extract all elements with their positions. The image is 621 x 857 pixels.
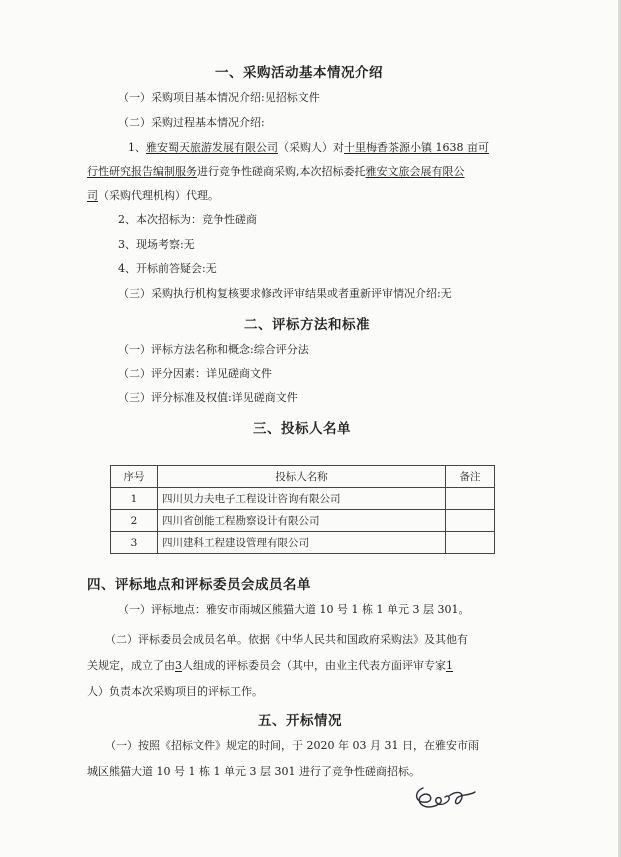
- agency-name-part-1: 雅安文旅会展有限公: [365, 165, 465, 178]
- sec1-para-1-line-3: [87, 188, 219, 204]
- committee-text-b: 人组成的评标委员会（其中，由业主代表方面评审专家: [182, 659, 446, 672]
- table-row: [111, 510, 495, 532]
- row-bidder-name: 四川省创能工程勘察设计有限公司: [158, 510, 446, 532]
- sec1-item-2: （二）采购过程基本情况介绍:: [118, 116, 265, 129]
- owner-expert-count: 1: [446, 659, 453, 672]
- sec4-item-2-line-2: [87, 658, 453, 674]
- section-2-title: 二、评标方法和标准: [244, 317, 370, 333]
- sec2-item-3: （三）评分标准及权值:详见磋商文件: [118, 391, 298, 404]
- section-4-title: 四、评标地点和评标委员会成员名单: [87, 577, 311, 593]
- project-name-part-2: 行性研究报告编制服务: [87, 165, 197, 178]
- table-row: [111, 532, 495, 554]
- sec5-line-1: （一）按照《招标文件》规定的时间，于 2020 年 03 月 31 日，在雅安市雨: [105, 739, 479, 752]
- header-no: 序号: [111, 466, 158, 488]
- row-bidder-name: 四川贝力夫电子工程设计咨询有限公司: [158, 488, 446, 510]
- row-remark: [446, 510, 495, 532]
- sec1-para-1-line-1: [128, 140, 489, 156]
- sec1-para-4: 4、开标前答疑会:无: [118, 262, 217, 275]
- purchaser-name: 雅安蜀天旅游发展有限公司: [146, 141, 278, 154]
- section-1-title: 一、采购活动基本情况介绍: [215, 65, 383, 81]
- agency-suffix: （采购代理机构）代理。: [98, 189, 219, 202]
- para-1-prefix: 1、: [128, 141, 146, 154]
- section-3-title: 三、投标人名单: [253, 421, 351, 437]
- table-header-row: [111, 466, 495, 488]
- row-bidder-name: 四川建科工程建设管理有限公司: [158, 532, 446, 554]
- table-row: [111, 488, 495, 510]
- agency-name-part-2: 司: [87, 189, 98, 202]
- sec2-item-1: （一）评标方法名称和概念:综合评分法: [118, 343, 309, 356]
- procurement-text: 进行竞争性磋商采购,本次招标委托: [197, 165, 366, 178]
- sec1-para-1-line-2: [87, 164, 465, 180]
- row-no: 2: [111, 510, 158, 532]
- row-remark: [446, 532, 495, 554]
- sec4-item-2-line-1: （二）评标委员会成员名单。依据《中华人民共和国政府采购法》及其他有: [105, 633, 468, 646]
- section-5-title: 五、开标情况: [258, 713, 342, 729]
- row-no: 3: [111, 532, 158, 554]
- row-remark: [446, 488, 495, 510]
- handwritten-signature-icon: [405, 782, 485, 818]
- committee-member-count: 3: [175, 659, 182, 672]
- sec1-para-3: 3、现场考察:无: [118, 238, 195, 251]
- sec1-item-1: （一）采购项目基本情况介绍:见招标文件: [118, 91, 320, 104]
- bidder-table: [110, 465, 495, 554]
- sec1-item-3: （三）采购执行机构复核要求修改评审结果或者重新评审情况介绍:无: [118, 287, 452, 300]
- committee-text-a: 关规定，成立了由: [87, 659, 175, 672]
- project-name-part-1: 十里梅香茶源小镇 1638 亩可: [344, 141, 489, 154]
- header-name: 投标人名称: [158, 466, 446, 488]
- sec2-item-2: （二）评分因素：详见磋商文件: [118, 367, 272, 380]
- sec5-line-2: 城区熊猫大道 10 号 1 栋 1 单元 3 层 301 进行了竞争性磋商招标。: [87, 765, 420, 778]
- row-no: 1: [111, 488, 158, 510]
- sec4-item-2-line-3: 人）负责本次采购项目的评标工作。: [87, 685, 263, 698]
- sec4-item-1: （一）评标地点：雅安市雨城区熊猫大道 10 号 1 栋 1 单元 3 层 301。: [118, 603, 470, 616]
- purchaser-suffix: （采购人）对: [278, 141, 344, 154]
- header-remark: 备注: [446, 466, 495, 488]
- sec1-para-2: 2、本次招标为：竞争性磋商: [118, 213, 257, 226]
